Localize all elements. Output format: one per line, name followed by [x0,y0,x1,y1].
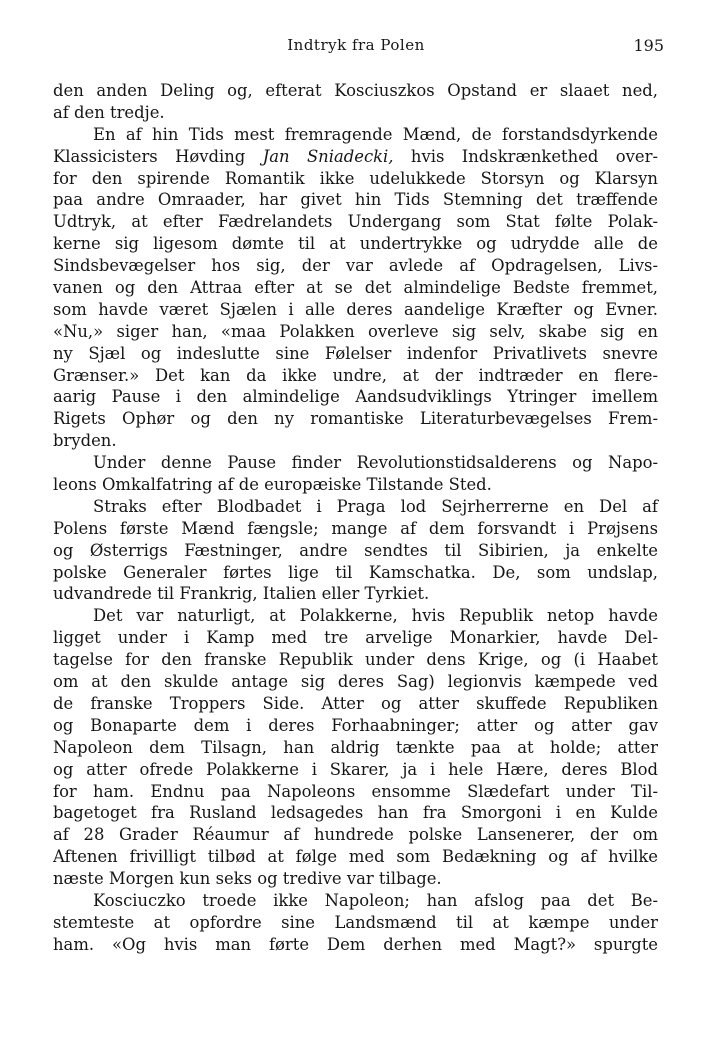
text-line: Under denne Pause finder Revolutionstidsalderens og Napo- [93,453,658,473]
text-line: polske Generaler førtes lige til Kamschatka. De, som undslap, [53,562,658,582]
text-line: bryden. [53,431,117,451]
text-line: Aftenen frivilligt tilbød at følge med som Bedækning og af hvilke [53,847,658,867]
text-line: Det var naturligt, at Polakkerne, hvis Republik netop havde [93,606,658,626]
text-line: ham. «Og hvis man førte Dem derhen med Magt?» spurgte [53,934,658,954]
text-line: Kosciuczko troede ikke Napoleon; han afslog paa det Be- [93,890,658,910]
text-line: og Bonaparte dem i deres Forhaabninger; atter og atter gav [53,715,658,735]
text-line: som havde været Sjælen i alle deres aandelige Kræfter og Evner. [53,299,658,319]
text-segment: Klassicisters Høvding [53,146,263,166]
text-line: de franske Troppers Side. Atter og atter skuffede Republiken [53,693,658,713]
text-line: af 28 Grader Réaumur af hundrede polske Lansenerer, der om [53,825,658,845]
page-header [0,36,712,58]
italic-name: Jan Sniadecki, [262,146,394,166]
text-line: Polens første Mænd fængsle; mange af dem forsvandt i Prøjsens [53,518,658,538]
text-line: udvandrede til Frankrig, Italien eller Tyrkiet. [53,584,430,604]
page-number: 195 [633,36,664,55]
text-line: om at den skulde antage sig deres Sag) legionvis kæmpede ved [53,672,658,692]
text-line: stemteste at opfordre sine Landsmænd til at kæmpe under [53,912,658,932]
text-line: for den spirende Romantik ikke udelukkede Storsyn og Klarsyn [53,168,658,188]
text-line: og atter ofrede Polakkerne i Skarer, ja i hele Hære, deres Blod [53,759,658,779]
text-segment: hvis Indskrænkethed over- [393,146,658,166]
text-line: Straks efter Blodbadet i Praga lod Sejrherrerne en Del af [93,496,658,516]
running-title: Indtryk fra Polen [287,36,425,54]
text-line: den anden Deling og, efterat Kosciuszkos Opstand er slaaet ned, [53,81,658,100]
text-line: «Nu,» siger han, «maa Polakken overleve sig selv, skabe sig en [53,321,658,341]
text-line: tagelse for den franske Republik under dens Krige, og (i Haabet [53,650,658,670]
text-line: aarig Pause i den almindelige Aandsudviklings Ytringer imellem [53,387,658,407]
text-line: Grænser.» Det kan da ikke undre, at der indtræder en flere- [53,365,658,385]
text-line: kerne sig ligesom dømte til at undertrykke og udrydde alle de [53,234,658,254]
text-line: bagetoget fra Rusland ledsagedes han fra Smorgoni i en Kulde [53,803,658,823]
text-line: af den tredje. [53,102,165,122]
text-line: Napoleon dem Tilsagn, han aldrig tænkte paa at holde; atter [53,737,658,757]
text-line: og Østerrigs Fæstninger, andre sendtes til Sibirien, ja enkelte [53,540,658,560]
text-line [53,146,658,168]
text-line: for ham. Endnu paa Napoleons ensomme Slædefart under Til- [53,781,658,801]
text-line: leons Omkalfatring af de europæiske Tilstande Sted. [53,475,492,495]
text-line: Rigets Ophør og den ny romantiske Literaturbevægelses Frem- [53,409,658,429]
text-line: En af hin Tids mest fremragende Mænd, de forstandsdyrkende [93,124,658,144]
text-line: Sindsbevægelser hos sig, der var avlede af Opdragelsen, Livs- [53,256,658,276]
body-text [53,80,658,956]
text-line: ny Sjæl og indeslutte sine Følelser indenfor Privatlivets snevre [53,343,658,363]
text-line: ligget under i Kamp med tre arvelige Monarkier, havde Del- [53,628,658,648]
text-line: Udtryk, at efter Fædrelandets Undergang som Stat følte Polak- [53,212,658,232]
text-line: paa andre Omraader, har givet hin Tids Stemning det træffende [53,190,658,210]
text-line: vanen og den Attraa efter at se det almindelige Bedste fremmet, [53,278,658,298]
text-line: næste Morgen kun seks og tredive var tilbage. [53,869,442,889]
